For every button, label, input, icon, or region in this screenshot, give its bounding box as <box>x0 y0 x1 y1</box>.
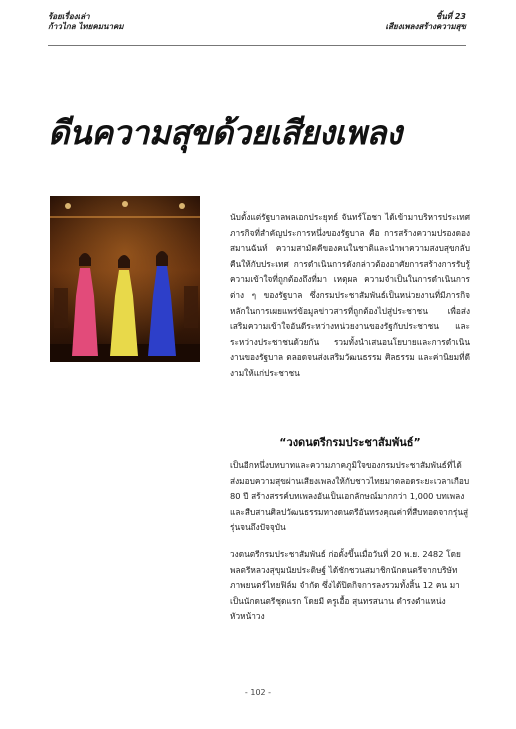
series-title: ร้อยเรื่องเล่า <box>48 12 90 21</box>
singers-on-stage-photo <box>50 196 200 362</box>
band-paragraph: เป็นอีกหนึ่งบทบาทและความภาคภูมิใจของกรมประชาสัมพันธ์ที่ได้ส่งมอบความสุขผ่านเสียงเพลงให้กับชาวไทยมาตลอดระยะเวลาเกือบ 80 ปี สร้างสรรค์บทเพลงอันเป็นเอกลักษณ์มากกว่า 1,000 บทเพลง และสืบสานศิลปวัฒนธรรมทางดนตรีอันทรงคุณค่าที่สืบทอดจากรุ่นสู่รุ่นจนถึงปัจจุบัน <box>230 460 470 533</box>
header-divider <box>48 45 466 46</box>
page-number: - 102 - <box>244 688 272 697</box>
chapter-title: เสียงเพลงสร้างความสุข <box>385 22 466 31</box>
series-subtitle: ก้าวไกล ไทยคมนาคม <box>48 22 124 31</box>
history-paragraph: วงดนตรีกรมประชาสัมพันธ์ ก่อตั้งขึ้นเมื่อวันที่ 20 พ.ย. 2482 โดยพลตรีหลวงสุขุมนัยประดิษฐ์ ได้ชักชวนสมาชิกนักดนตรีจากบริษัท ภาพยนตร์ไทยฟิล์ม จำกัด ซึ่งได้ปิดกิจการลงรวมทั้งสิ้น 12 คน มาเป็นนักดนตรีชุดแรก โดยมี ครูเอื้อ สุนทรสนาน ดำรงตำแหน่งหัวหน้าวง <box>230 549 461 622</box>
section-heading: “วงดนตรีกรมประชาสัมพันธ์” <box>279 436 421 449</box>
running-header-left <box>48 12 124 32</box>
chapter-number: ชิ้นที่ 23 <box>435 12 466 21</box>
page-title: ดีนความสุขด้วยเสียงเพลง <box>48 113 402 152</box>
running-header-right <box>385 12 466 32</box>
intro-paragraph: นับตั้งแต่รัฐบาลพลเอกประยุทธ์ จันทร์โอชา ได้เข้ามาบริหารประเทศ ภารกิจที่สำคัญประการหนึ่งของรัฐบาล คือ การสร้างความปรองดองสมานฉันท์ ความสามัคคีของคนในชาติและนำพาความสงบสุขกลับคืนให้กับประเทศ การดำเนินการดังกล่าวต้องอาศัยการสร้างการรับรู้ ความเข้าใจที่ถูกต้องถึงที่มา เหตุผล ความจำเป็นในการดำเนินการต่าง ๆ ของรัฐบาล ซึ่งกรมประชาสัมพันธ์เป็นหน่วยงานที่มีภารกิจหลักในการเผยแพร่ข้อมูลข่าวสารที่ถูกต้องไปสู่ประชาชน เพื่อส่งเสริมความเข้าใจอันดีระหว่างหน่วยงานของรัฐกับประชาชน และระหว่างประชาชนด้วยกัน รวมทั้งนำเสนอนโยบายและการดำเนินงานของรัฐบาล ตลอดจนส่งเสริมวัฒนธรรม ศิลธรรม และค่านิยมที่ดีงามให้แก่ประชาชน <box>230 212 470 378</box>
